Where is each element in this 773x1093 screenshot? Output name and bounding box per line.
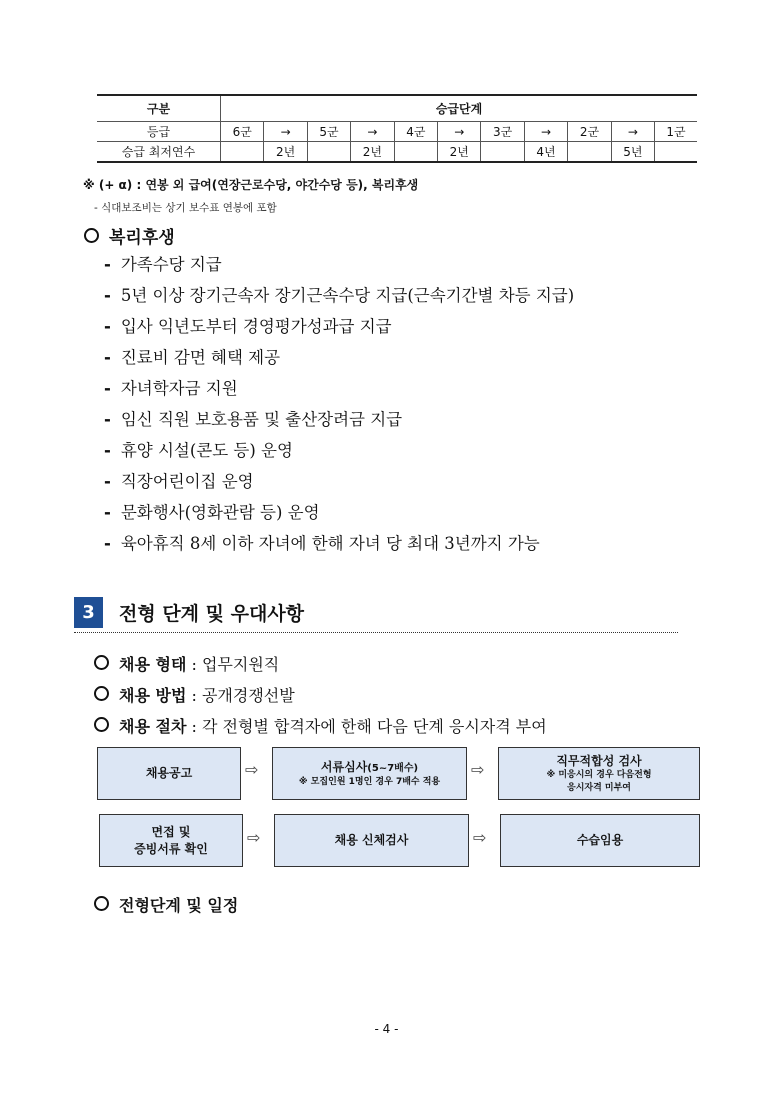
table-cell: 2군	[568, 122, 611, 142]
recruit-info-list	[94, 652, 547, 745]
dash-bullet-icon: -	[104, 317, 111, 336]
list-item	[104, 500, 574, 531]
right-arrow-icon: ⇨	[471, 760, 485, 779]
flow-step-label: 직무적합성 검사	[556, 754, 642, 769]
table-cell: 2년	[264, 142, 307, 163]
list-item	[104, 407, 574, 438]
table-cell	[481, 142, 524, 163]
flow-step-label: 면접 및	[151, 825, 191, 840]
recruit-value: 업무지원직	[201, 655, 280, 674]
welfare-heading	[84, 223, 175, 248]
dash-bullet-icon: -	[104, 503, 111, 522]
table-header-row	[97, 95, 697, 122]
circle-bullet-icon	[94, 655, 109, 670]
table-cell: 5년	[611, 142, 654, 163]
flow-step-label: 증빙서류 확인	[134, 841, 208, 856]
list-item-text: 입사 익년도부터 경영평가성과급 지급	[120, 317, 392, 336]
recruit-key: 채용 형태	[119, 655, 187, 674]
table-cell: 5군	[307, 122, 350, 142]
promotion-table	[97, 94, 697, 163]
table-cell: 1군	[655, 122, 697, 142]
list-item	[104, 469, 574, 500]
list-item-text: 5년 이상 장기근속자 장기근속수당 지급(근속기간별 차등 지급)	[120, 286, 575, 305]
flow-step-label	[321, 759, 418, 776]
meal-note: - 식대보조비는 상기 보수표 연봉에 포함	[94, 202, 277, 214]
list-item-text: 문화행사(영화관람 등) 운영	[120, 503, 320, 522]
table-cell: 2년	[438, 142, 481, 163]
list-item-text: 휴양 시설(콘도 등) 운영	[120, 441, 293, 460]
right-arrow-icon: ⇨	[245, 760, 259, 779]
table-cell	[394, 142, 437, 163]
flow-step-medical-exam	[274, 814, 469, 867]
table-row-years	[97, 142, 697, 163]
list-item-text: 직장어린이집 운영	[120, 472, 254, 491]
recruit-value: 공개경쟁선발	[201, 686, 295, 705]
list-item-text: 육아휴직 8세 이하 자녀에 한해 자녀 당 최대 3년까지 가능	[120, 534, 540, 553]
table-cell: 4군	[394, 122, 437, 142]
flow-step-interview	[99, 814, 243, 867]
flow-step-note: ※ 미응시의 경우 다음전형	[546, 770, 652, 781]
list-item	[94, 683, 547, 714]
dash-bullet-icon: -	[104, 379, 111, 398]
list-item	[104, 314, 574, 345]
schedule-heading-text: 전형단계 및 일정	[119, 896, 239, 915]
circle-bullet-icon	[84, 228, 99, 243]
recruit-separator: :	[186, 686, 202, 705]
list-item	[104, 376, 574, 407]
recruit-key: 채용 절차	[119, 717, 187, 736]
list-item	[104, 252, 574, 283]
circle-bullet-icon	[94, 896, 109, 911]
circle-bullet-icon	[94, 717, 109, 732]
table-row-label: 등급	[97, 122, 221, 142]
table-cell: →	[264, 122, 307, 142]
table-cell	[655, 142, 697, 163]
alpha-note: ※ (+ α) : 연봉 외 급여(연장근로수당, 야간수당 등), 복리후생	[83, 178, 419, 192]
list-item	[104, 345, 574, 376]
welfare-list	[104, 252, 574, 562]
flow-step-label: 채용공고	[145, 766, 193, 781]
recruit-value: 각 전형별 합격자에 한해 다음 단계 응시자격 부여	[201, 717, 547, 736]
flow-step-label: 채용 신체검사	[334, 833, 409, 848]
right-arrow-icon: ⇨	[473, 828, 487, 847]
list-item-text: 가족수당 지급	[120, 255, 222, 274]
table-cell: →	[438, 122, 481, 142]
circle-bullet-icon	[94, 686, 109, 701]
table-row-grade	[97, 122, 697, 142]
recruit-key: 채용 방법	[119, 686, 187, 705]
list-item	[104, 531, 574, 562]
flow-step-title: 서류심사	[320, 760, 368, 775]
flow-step-job-posting	[97, 747, 241, 800]
welfare-heading-text: 복리후생	[109, 228, 175, 248]
dash-bullet-icon: -	[104, 286, 111, 305]
page-number: - 4 -	[374, 1022, 399, 1036]
table-cell	[568, 142, 611, 163]
dash-bullet-icon: -	[104, 410, 111, 429]
flow-step-probation	[500, 814, 700, 867]
table-header-steps: 승급단계	[221, 95, 698, 122]
flow-step-label: 수습임용	[576, 833, 624, 848]
list-item-text: 임신 직원 보호용품 및 출산장려금 지급	[120, 410, 403, 429]
dash-bullet-icon: -	[104, 255, 111, 274]
flow-step-suffix: (5~7배수)	[367, 763, 419, 775]
table-cell: →	[351, 122, 394, 142]
flow-step-document-screening	[272, 747, 467, 800]
table-cell: 3군	[481, 122, 524, 142]
table-row-label: 승급 최저연수	[97, 142, 221, 163]
list-item	[104, 438, 574, 469]
recruit-separator: :	[186, 717, 202, 736]
dotted-divider	[74, 632, 678, 633]
section-number-badge: 3	[74, 597, 103, 628]
schedule-heading	[94, 893, 238, 916]
flow-step-note: ※ 모집인원 1명인 경우 7배수 적용	[298, 776, 441, 787]
dash-bullet-icon: -	[104, 534, 111, 553]
table-cell: 6군	[221, 122, 264, 142]
table-cell	[221, 142, 264, 163]
recruit-separator: :	[186, 655, 202, 674]
dash-bullet-icon: -	[104, 441, 111, 460]
table-cell: →	[524, 122, 567, 142]
list-item-text: 진료비 감면 혜택 제공	[120, 348, 281, 367]
list-item	[104, 283, 574, 314]
table-header-category: 구분	[97, 95, 221, 122]
flow-step-note: 응시자격 미부여	[567, 782, 631, 793]
table-cell: →	[611, 122, 654, 142]
dash-bullet-icon: -	[104, 472, 111, 491]
table-cell: 4년	[524, 142, 567, 163]
section-title: 전형 단계 및 우대사항	[119, 603, 305, 625]
list-item-text: 자녀학자금 지원	[120, 379, 238, 398]
list-item	[94, 714, 547, 745]
list-item	[94, 652, 547, 683]
dash-bullet-icon: -	[104, 348, 111, 367]
table-cell	[307, 142, 350, 163]
right-arrow-icon: ⇨	[247, 828, 261, 847]
flow-step-aptitude-test	[498, 747, 700, 800]
table-cell: 2년	[351, 142, 394, 163]
